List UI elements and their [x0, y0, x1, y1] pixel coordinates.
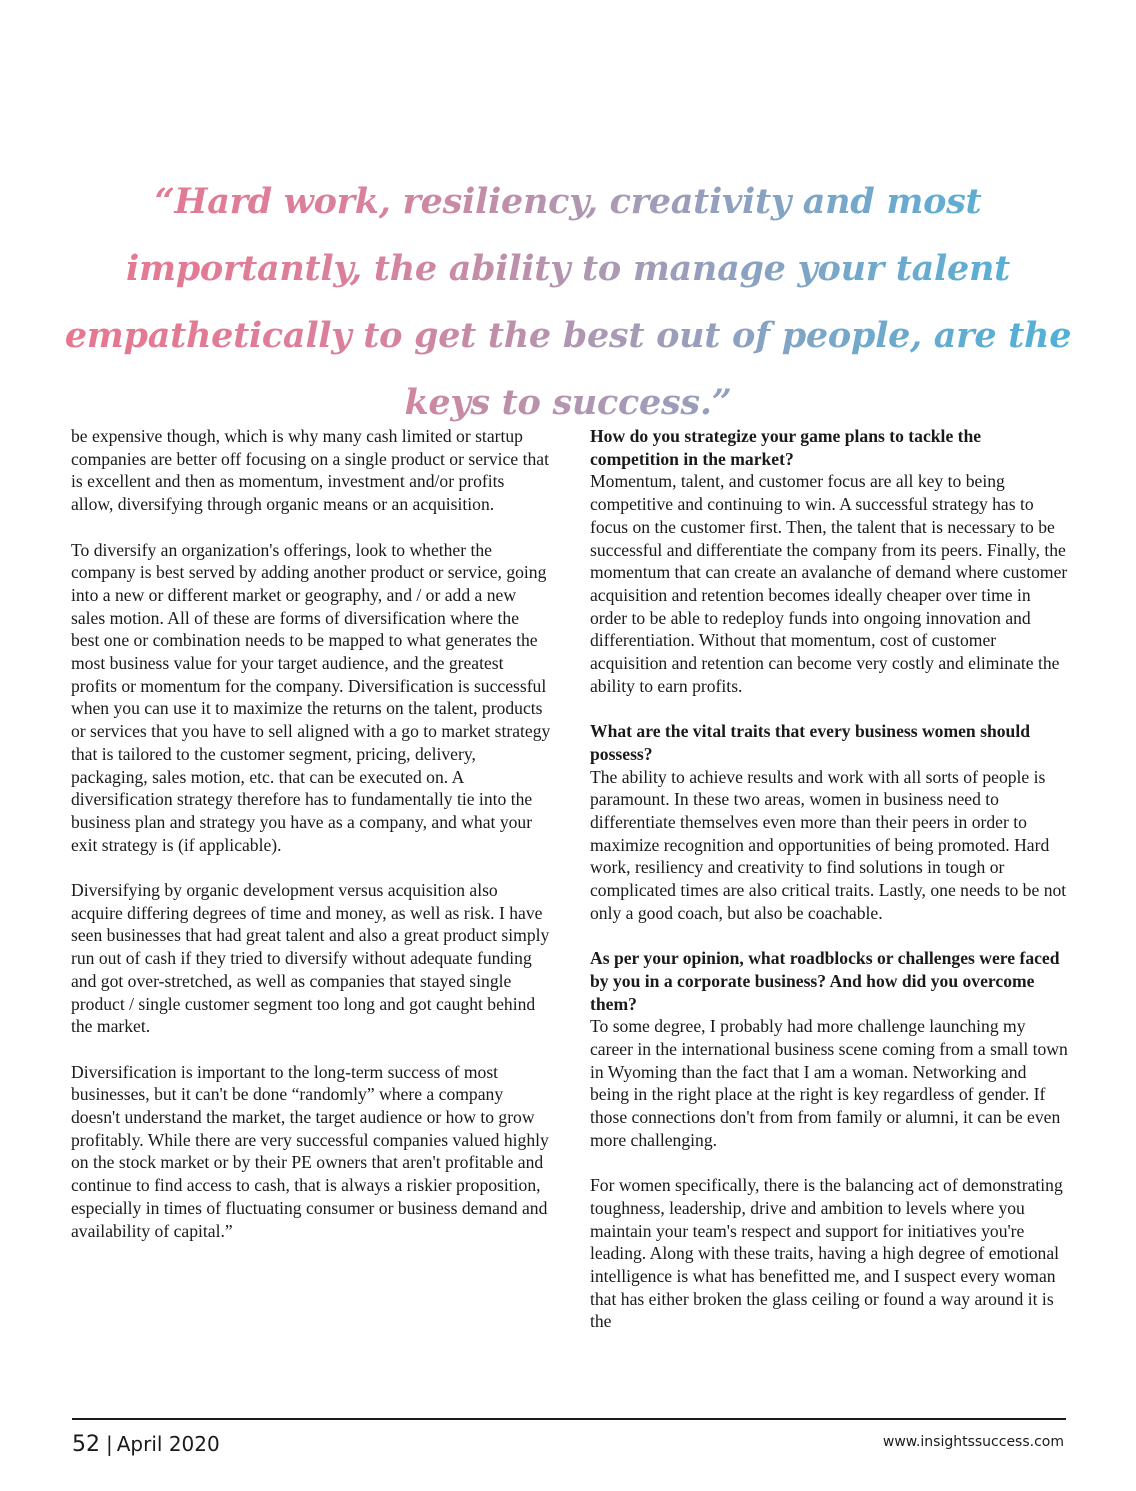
body-paragraph: To diversify an organization's offerings, look to whether the company is best served by adding another product or service, going into a new or different market or geography, and / or add a new sales motion. All of these are forms of diversification where the best one or combination needs to be mapped to what generates the most business value for your target audience, and the greatest profits or momentum for the company. Diversification is successful when you can use it to maximize the returns on the talent, products or services that you have to sell aligned with a go to market strategy that is tailored to the customer segment, pricing, delivery, packaging, sales motion, etc. that can be executed on. A diversification strategy therefore has to fundamentally tie into the business plan and strategy you have as a company, and what your exit strategy is (if applicable). — [71, 539, 551, 855]
left-column — [71, 425, 551, 1265]
interview-answer: To some degree, I probably had more challenge launching my career in the international business scene coming from a small town in Wyoming than the fact that I am a woman. Networking and being in the right place at the right is key regardless of gender. If those connections don't from from family or alumni, it can be even more challenging. — [590, 1016, 1068, 1150]
pull-quote: “Hard work, resiliency, creativity and most importantly, the ability to manage your talent empathetically to get the best out of people, are the keys to success.” — [60, 168, 1076, 436]
footer-divider — [72, 1418, 1066, 1420]
body-paragraph: Diversifying by organic development versus acquisition also acquire differing degrees of time and money, as well as risk. I have seen businesses that had great talent and also a great product simply run out of cash if they tried to diversify without adequate funding and got over-stretched, as well as companies that stayed single product / single customer segment too long and got caught behind the market. — [71, 880, 550, 1037]
footer-separator: | — [106, 1432, 113, 1456]
interview-question: How do you strategize your game plans to tackle the competition in the market? — [590, 426, 982, 469]
body-paragraph: Diversification is important to the long-term success of most businesses, but it can't be done “randomly” where a company doesn't understand the market, the target audience or how to grow profitably. While there are very successful companies valued highly on the stock market or by their PE owners that aren't profitable and continue to find access to cash, that is always a riskier proposition, especially in times of fluctuating consumer or business demand and availability of capital.” — [71, 1061, 549, 1241]
website-url: www.insightssuccess.com — [882, 1434, 1064, 1450]
interview-question: What are the vital traits that every business women should possess? — [590, 721, 1031, 764]
interview-answer: Momentum, talent, and customer focus are all key to being competitive and continuing to win. A successful strategy has to focus on the customer first. Then, the talent that is necessary to be successful and differentiate the company from its peers. Finally, the momentum that can create an avalanche of demand where customer acquisition and retention becomes ideally cheaper over time in order to be able to redeploy funds into ongoing innovation and differentiation. Without that momentum, cost of customer acquisition and retention can become very costly and eliminate the ability to earn profits. — [590, 471, 1068, 696]
right-column — [590, 425, 1068, 1356]
footer-page-info — [72, 1432, 220, 1457]
page-number: 52 — [72, 1432, 100, 1457]
interview-answer: For women specifically, there is the balancing act of demonstrating toughness, leadership, drive and ambition to levels where you maintain your team's respect and support for initiatives you're leading. Along with these traits, having a high degree of emotional intelligence is what has benefitted me, and I suspect every woman that has either broken the glass ceiling or found a way around it is the — [590, 1175, 1063, 1332]
interview-question: As per your opinion, what roadblocks or challenges were faced by you in a corporate business? And how did you overcome them? — [590, 948, 1060, 1014]
issue-date: April 2020 — [116, 1432, 220, 1456]
body-paragraph: be expensive though, which is why many cash limited or startup companies are better off focusing on a single product or service that is excellent and then as momentum, investment and/or profits allow, diversifying through organic means or an acquisition. — [71, 426, 549, 515]
interview-answer: The ability to achieve results and work with all sorts of people is paramount. In these two areas, women in business need to differentiate themselves even more than their peers in order to maximize recognition and opportunities of being promoted. Hard work, resiliency and creativity to find solutions in tough or complicated times are also critical traits. Lastly, one needs to be not only a good coach, but also be coachable. — [590, 766, 1067, 923]
